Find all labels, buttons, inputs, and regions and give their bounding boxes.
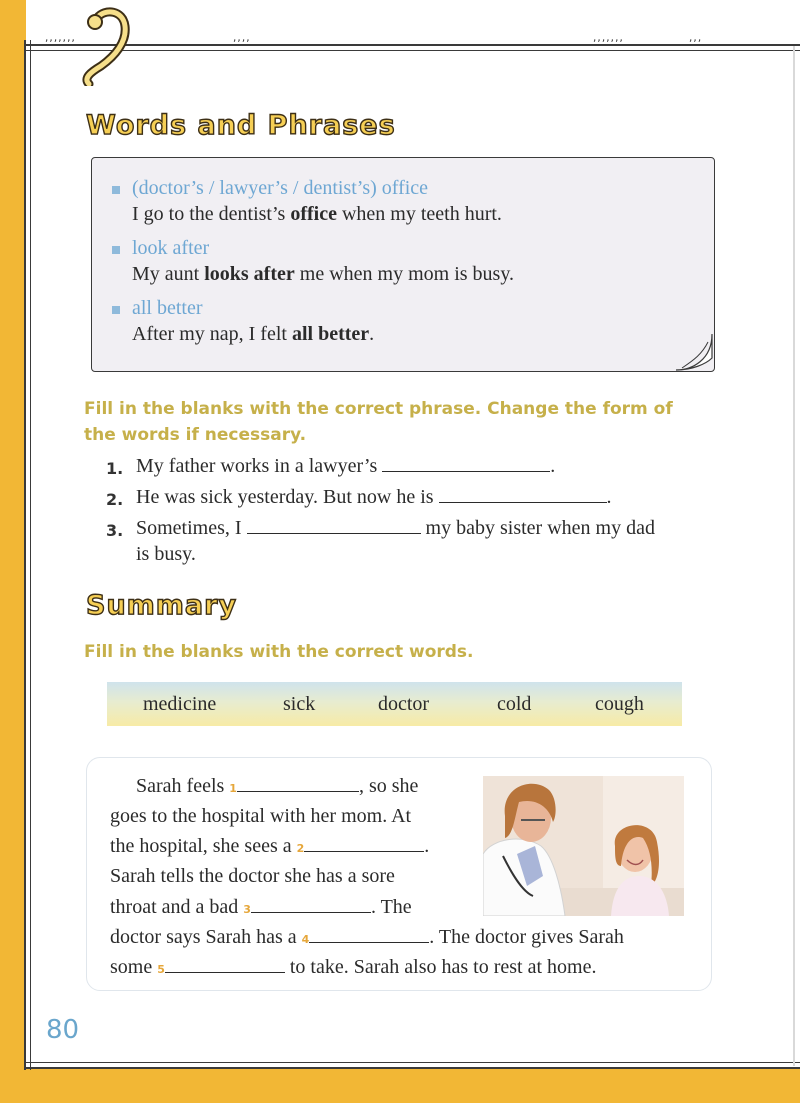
page-margin-bottom [0, 1068, 800, 1103]
answer-blank-3[interactable] [247, 519, 421, 534]
word-bank-item: sick [283, 693, 316, 715]
bullet-icon [112, 186, 120, 194]
frame-left-border [24, 40, 31, 1070]
word-bank-item: cold [497, 693, 532, 715]
answer-blank-1[interactable] [382, 457, 550, 472]
answer-blank-2[interactable] [439, 488, 607, 503]
phrase-all-better: all better [132, 297, 203, 319]
blank-number: 2 [296, 842, 305, 855]
question-number: 1. [106, 459, 124, 478]
frame-hatch-mark: ,,, [688, 34, 702, 44]
story-blank-2[interactable] [304, 837, 424, 852]
scroll-hook-icon [75, 6, 135, 86]
frame-top-border [24, 44, 800, 51]
story-blank-1[interactable] [237, 777, 359, 792]
example-office: I go to the dentist’s office when my teeth hurt. [132, 203, 502, 225]
story-blank-5[interactable] [165, 958, 285, 973]
story-line-2: goes to the hospital with her mom. At [110, 805, 412, 827]
story-blank-3[interactable] [251, 898, 371, 913]
blank-number: 5 [157, 963, 165, 976]
summary-instruction: Fill in the blanks with the correct words. [84, 642, 474, 662]
summary-title: Summary [86, 590, 238, 621]
frame-bottom-border [24, 1062, 800, 1069]
question-3: Sometimes, I my baby sister when my dad [136, 517, 655, 539]
blank-number: 4 [301, 933, 310, 946]
blank-number: 1 [229, 782, 237, 795]
page-number: 80 [46, 1015, 80, 1045]
story-line-4: Sarah tells the doctor she has a sore [110, 865, 395, 887]
phrase-instruction-line1: Fill in the blanks with the correct phrase. Change the form of [84, 399, 673, 419]
story-line-5: throat and a bad 3 . The [110, 896, 412, 918]
story-blank-4[interactable] [309, 928, 429, 943]
word-bank-item: medicine [143, 693, 217, 715]
phrase-instruction-line2: the words if necessary. [84, 425, 307, 445]
frame-hatch-mark: ,,,, [232, 34, 250, 44]
frame-right-border [793, 46, 795, 1066]
frame-hatch-mark: ,,,,,,, [592, 34, 623, 44]
phrase-look-after: look after [132, 237, 210, 259]
question-number: 3. [106, 521, 124, 540]
frame-hatch-mark: ,,,,,,, [44, 34, 75, 44]
question-1: My father works in a lawyer’s . [136, 455, 556, 477]
page-margin-left [0, 0, 26, 1103]
words-and-phrases-title: Words and Phrases [86, 110, 396, 141]
word-bank-item: doctor [378, 693, 430, 715]
bullet-icon [112, 306, 120, 314]
doctor-and-girl-photo [483, 776, 684, 916]
blank-number: 3 [243, 903, 251, 916]
story-line-1: Sarah feels 1 , so she [136, 775, 419, 797]
bullet-icon [112, 246, 120, 254]
story-line-3: the hospital, she sees a 2 . [110, 835, 430, 857]
question-number: 2. [106, 490, 124, 509]
word-bank-item: cough [595, 693, 644, 715]
example-all-better: After my nap, I felt all better. [132, 323, 375, 345]
phrase-office: (doctor’s / lawyer’s / dentist’s) office [132, 177, 429, 199]
story-line-7: some 5 to take. Sarah also has to rest at home. [110, 956, 597, 978]
page-curl-icon [672, 330, 716, 374]
example-look-after: My aunt looks after me when my mom is busy. [132, 263, 515, 285]
question-2: He was sick yesterday. But now he is . [136, 486, 612, 508]
story-line-6: doctor says Sarah has a 4 . The doctor gives Sarah [110, 926, 624, 948]
question-3-line2: is busy. [136, 543, 196, 565]
